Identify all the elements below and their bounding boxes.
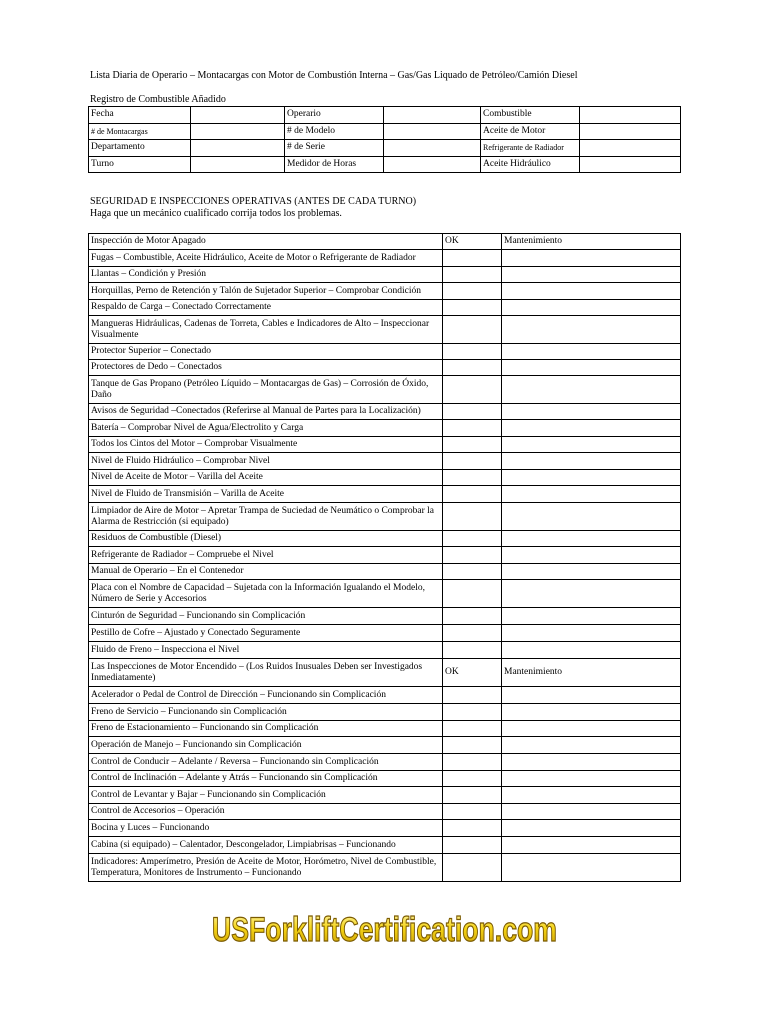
inspection-row <box>89 250 681 267</box>
inspection-row <box>89 854 681 882</box>
info-value-field[interactable] <box>384 156 481 173</box>
maintenance-column-header: Mantenimiento <box>502 659 681 687</box>
inspection-item: Acelerador o Pedal de Control de Dirección – Funcionando sin Complicación <box>89 687 443 704</box>
maintenance-cell[interactable] <box>502 625 681 642</box>
inspection-item: Respaldo de Carga – Conectado Correctamente <box>89 300 443 316</box>
info-row <box>89 140 681 157</box>
info-value-field[interactable] <box>384 123 481 140</box>
inspection-row <box>89 316 681 344</box>
ok-checkbox-cell[interactable] <box>443 300 502 316</box>
ok-checkbox-cell[interactable] <box>443 283 502 300</box>
info-value-field[interactable] <box>580 123 681 140</box>
inspection-row <box>89 787 681 804</box>
ok-checkbox-cell[interactable] <box>443 486 502 503</box>
info-row <box>89 156 681 173</box>
maintenance-cell[interactable] <box>502 250 681 267</box>
info-value-field[interactable] <box>191 140 285 157</box>
info-label: Departamento <box>89 140 191 157</box>
ok-checkbox-cell[interactable] <box>443 608 502 625</box>
maintenance-cell[interactable] <box>502 704 681 721</box>
inspection-row <box>89 820 681 837</box>
maintenance-cell[interactable] <box>502 470 681 486</box>
info-value-field[interactable] <box>384 107 481 124</box>
inspection-row <box>89 804 681 820</box>
usforkliftcertification-logo <box>212 904 562 955</box>
info-value-field[interactable] <box>580 156 681 173</box>
ok-checkbox-cell[interactable] <box>443 316 502 344</box>
inspection-item: Manual de Operario – En el Contenedor <box>89 564 443 580</box>
inspection-item: Limpiador de Aire de Motor – Apretar Trampa de Suciedad de Neumático o Comprobar la Alarma de Restricción (si equipado) <box>89 503 443 531</box>
inspection-item: Freno de Servicio – Funcionando sin Complicación <box>89 704 443 721</box>
inspection-row <box>89 608 681 625</box>
inspection-item: Las Inspecciones de Motor Encendido – (Los Ruidos Inusuales Deben ser Investigados Inmediatamente) <box>89 659 443 687</box>
inspection-item: Mangueras Hidráulicas, Cadenas de Torreta, Cables e Indicadores de Alto – Inspeccionar Visualmente <box>89 316 443 344</box>
inspection-row <box>89 659 681 687</box>
ok-checkbox-cell[interactable] <box>443 404 502 420</box>
maintenance-cell[interactable] <box>502 300 681 316</box>
info-value-field[interactable] <box>580 107 681 124</box>
maintenance-cell[interactable] <box>502 608 681 625</box>
section-heading <box>90 196 416 220</box>
inspection-table <box>88 233 681 882</box>
inspection-row <box>89 642 681 659</box>
info-label: Combustible <box>481 107 580 124</box>
inspection-row <box>89 404 681 420</box>
ok-column-header: OK <box>443 659 502 687</box>
ok-checkbox-cell[interactable] <box>443 580 502 608</box>
inspection-item: Control de Accesorios – Operación <box>89 804 443 820</box>
inspection-item: Freno de Estacionamiento – Funcionando sin Complicación <box>89 721 443 737</box>
maintenance-cell[interactable] <box>502 283 681 300</box>
maintenance-cell[interactable] <box>502 854 681 882</box>
inspection-item: Indicadores: Amperímetro, Presión de Aceite de Motor, Horómetro, Nivel de Combustible, Temperatura, Monitores de Instrumento – Funcionando <box>89 854 443 882</box>
info-label: # de Serie <box>285 140 384 157</box>
info-label: Operario <box>285 107 384 124</box>
maintenance-cell[interactable] <box>502 820 681 837</box>
ok-checkbox-cell[interactable] <box>443 854 502 882</box>
inspection-row <box>89 547 681 564</box>
section-title: SEGURIDAD E INSPECCIONES OPERATIVAS (ANTES DE CADA TURNO) <box>90 196 417 207</box>
maintenance-cell[interactable] <box>502 316 681 344</box>
maintenance-cell[interactable] <box>502 787 681 804</box>
ok-checkbox-cell[interactable] <box>443 250 502 267</box>
inspection-row <box>89 531 681 547</box>
inspection-row <box>89 625 681 642</box>
ok-checkbox-cell[interactable] <box>443 625 502 642</box>
inspection-item: Todos los Cintos del Motor – Comprobar Visualmente <box>89 437 443 453</box>
maintenance-cell[interactable] <box>502 360 681 376</box>
info-label: Medidor de Horas <box>285 156 384 173</box>
inspection-item: Nivel de Fluido Hidráulico – Comprobar Nivel <box>89 453 443 470</box>
ok-checkbox-cell[interactable] <box>443 737 502 754</box>
inspection-row <box>89 234 681 250</box>
maintenance-cell[interactable] <box>502 771 681 787</box>
inspection-row <box>89 376 681 404</box>
maintenance-cell[interactable] <box>502 564 681 580</box>
inspection-row <box>89 486 681 503</box>
info-table <box>88 106 681 173</box>
inspection-item: Protector Superior – Conectado <box>89 344 443 360</box>
fuel-log-title: Registro de Combustible Añadido <box>90 94 226 105</box>
ok-checkbox-cell[interactable] <box>443 704 502 721</box>
inspection-item: Fugas – Combustible, Aceite Hidráulico, Aceite de Motor o Refrigerante de Radiador <box>89 250 443 267</box>
inspection-item: Control de Conducir – Adelante / Reversa – Funcionando sin Complicación <box>89 754 443 771</box>
ok-checkbox-cell[interactable] <box>443 820 502 837</box>
maintenance-cell[interactable] <box>502 376 681 404</box>
inspection-row <box>89 771 681 787</box>
info-value-field[interactable] <box>191 156 285 173</box>
info-label: # de Montacargas <box>89 123 191 140</box>
inspection-item: Avisos de Seguridad –Conectados (Referirse al Manual de Partes para la Localización) <box>89 404 443 420</box>
info-label: Fecha <box>89 107 191 124</box>
info-value-field[interactable] <box>384 140 481 157</box>
inspection-row <box>89 837 681 854</box>
maintenance-cell[interactable] <box>502 721 681 737</box>
inspection-row <box>89 283 681 300</box>
inspection-item: Refrigerante de Radiador – Compruebe el Nivel <box>89 547 443 564</box>
inspection-row <box>89 420 681 437</box>
inspection-row <box>89 437 681 453</box>
inspection-row <box>89 503 681 531</box>
ok-checkbox-cell[interactable] <box>443 344 502 360</box>
inspection-item: Fluido de Freno – Inspecciona el Nivel <box>89 642 443 659</box>
ok-checkbox-cell[interactable] <box>443 564 502 580</box>
inspection-item: Nivel de Fluido de Transmisión – Varilla de Aceite <box>89 486 443 503</box>
inspection-item: Tanque de Gas Propano (Petróleo Líquido – Montacargas de Gas) – Corrosión de Óxido, Daño <box>89 376 443 404</box>
ok-column-header: OK <box>443 234 502 250</box>
inspection-item: Placa con el Nombre de Capacidad – Sujetada con la Información Igualando el Modelo, Número de Serie y Accesorios <box>89 580 443 608</box>
maintenance-cell[interactable] <box>502 344 681 360</box>
maintenance-cell[interactable] <box>502 547 681 564</box>
ok-checkbox-cell[interactable] <box>443 437 502 453</box>
maintenance-cell[interactable] <box>502 754 681 771</box>
inspection-row <box>89 580 681 608</box>
ok-checkbox-cell[interactable] <box>443 804 502 820</box>
info-value-field[interactable] <box>191 123 285 140</box>
maintenance-cell[interactable] <box>502 420 681 437</box>
maintenance-cell[interactable] <box>502 453 681 470</box>
maintenance-cell[interactable] <box>502 804 681 820</box>
inspection-row <box>89 704 681 721</box>
inspection-item: Pestillo de Cofre – Ajustado y Conectado Seguramente <box>89 625 443 642</box>
ok-checkbox-cell[interactable] <box>443 453 502 470</box>
inspection-row <box>89 721 681 737</box>
section-subtitle: Haga que un mecánico cualificado corrija todos los problemas. <box>90 208 342 219</box>
maintenance-column-header: Mantenimiento <box>502 234 681 250</box>
info-label: # de Modelo <box>285 123 384 140</box>
inspection-item: Control de Levantar y Bajar – Funcionando sin Complicación <box>89 787 443 804</box>
maintenance-cell[interactable] <box>502 531 681 547</box>
info-label: Turno <box>89 156 191 173</box>
inspection-item: Bocina y Luces – Funcionando <box>89 820 443 837</box>
info-label: Aceite de Motor <box>481 123 580 140</box>
info-label: Refrigerante de Radiador <box>481 140 580 157</box>
inspection-item: Protectores de Dedo – Conectados <box>89 360 443 376</box>
inspection-row <box>89 360 681 376</box>
inspection-row <box>89 754 681 771</box>
ok-checkbox-cell[interactable] <box>443 547 502 564</box>
inspection-row <box>89 737 681 754</box>
info-label: Aceite Hidráulico <box>481 156 580 173</box>
ok-checkbox-cell[interactable] <box>443 376 502 404</box>
inspection-item: Inspección de Motor Apagado <box>89 234 443 250</box>
ok-checkbox-cell[interactable] <box>443 687 502 704</box>
ok-checkbox-cell[interactable] <box>443 503 502 531</box>
inspection-row <box>89 344 681 360</box>
info-row <box>89 107 681 124</box>
info-value-field[interactable] <box>191 107 285 124</box>
inspection-row <box>89 300 681 316</box>
info-row <box>89 123 681 140</box>
maintenance-cell[interactable] <box>502 503 681 531</box>
inspection-item: Batería – Comprobar Nivel de Agua/Electrolito y Carga <box>89 420 443 437</box>
ok-checkbox-cell[interactable] <box>443 470 502 486</box>
maintenance-cell[interactable] <box>502 404 681 420</box>
maintenance-cell[interactable] <box>502 737 681 754</box>
ok-checkbox-cell[interactable] <box>443 267 502 283</box>
document-title: Lista Diaria de Operario – Montacargas con Motor de Combustión Interna – Gas/Gas Liquado de Petróleo/Camión Diesel <box>90 70 578 81</box>
inspection-item: Operación de Manejo – Funcionando sin Complicación <box>89 737 443 754</box>
ok-checkbox-cell[interactable] <box>443 531 502 547</box>
ok-checkbox-cell[interactable] <box>443 360 502 376</box>
maintenance-cell[interactable] <box>502 580 681 608</box>
inspection-item: Control de Inclinación – Adelante y Atrás – Funcionando sin Complicación <box>89 771 443 787</box>
ok-checkbox-cell[interactable] <box>443 771 502 787</box>
maintenance-cell[interactable] <box>502 642 681 659</box>
inspection-row <box>89 687 681 704</box>
inspection-row <box>89 453 681 470</box>
ok-checkbox-cell[interactable] <box>443 420 502 437</box>
ok-checkbox-cell[interactable] <box>443 837 502 854</box>
inspection-item: Llantas – Condición y Presión <box>89 267 443 283</box>
maintenance-cell[interactable] <box>502 437 681 453</box>
maintenance-cell[interactable] <box>502 687 681 704</box>
ok-checkbox-cell[interactable] <box>443 787 502 804</box>
info-value-field[interactable] <box>580 140 681 157</box>
inspection-item: Horquillas, Perno de Retención y Talón de Sujetador Superior – Comprobar Condición <box>89 283 443 300</box>
maintenance-cell[interactable] <box>502 486 681 503</box>
ok-checkbox-cell[interactable] <box>443 721 502 737</box>
inspection-row <box>89 564 681 580</box>
inspection-row <box>89 470 681 486</box>
maintenance-cell[interactable] <box>502 267 681 283</box>
inspection-item: Cabina (si equipado) – Calentador, Descongelador, Limpiabrisas – Funcionando <box>89 837 443 854</box>
inspection-item: Residuos de Combustible (Diesel) <box>89 531 443 547</box>
inspection-item: Cinturón de Seguridad – Funcionando sin Complicación <box>89 608 443 625</box>
maintenance-cell[interactable] <box>502 837 681 854</box>
logo-text: USForkliftCertification.com <box>212 911 557 949</box>
inspection-row <box>89 267 681 283</box>
ok-checkbox-cell[interactable] <box>443 642 502 659</box>
inspection-item: Nivel de Aceite de Motor – Varilla del Aceite <box>89 470 443 486</box>
ok-checkbox-cell[interactable] <box>443 754 502 771</box>
